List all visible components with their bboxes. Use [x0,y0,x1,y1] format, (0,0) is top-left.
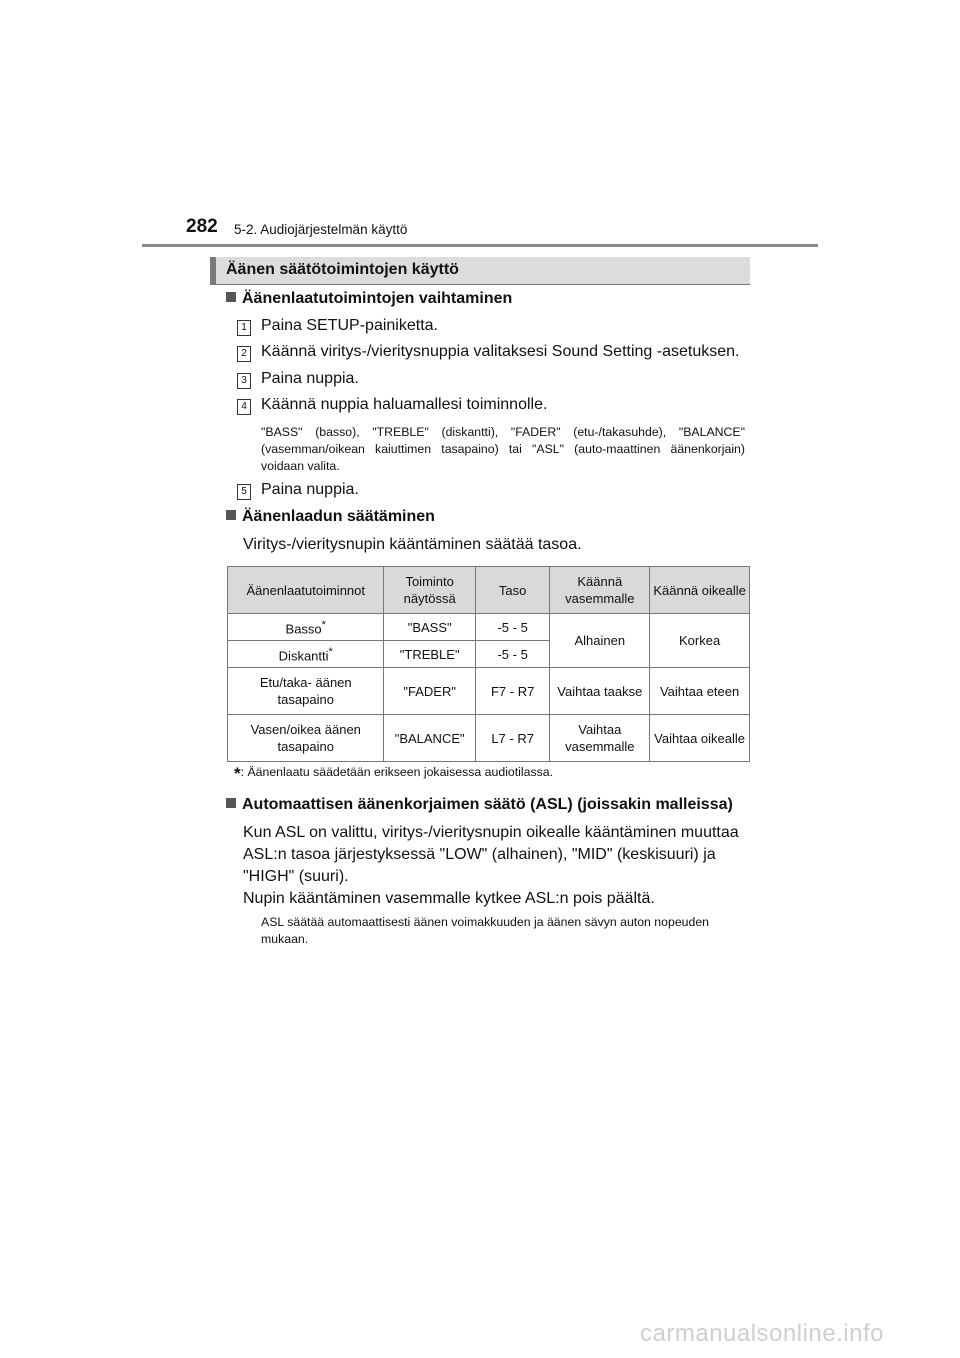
cell-display: "BASS" [384,614,475,641]
cell-level: -5 - 5 [475,614,550,641]
cell-level: -5 - 5 [475,641,550,668]
adjust-text: Viritys-/vieritysnupin kääntäminen säätää tasoa. [243,536,582,553]
asl-line: "HIGH" (suuri). [243,868,349,885]
header-display: Toiminto näytössä [384,567,475,614]
cell-display: "BALANCE" [384,715,475,762]
step-text-3: Paina nuppia. [261,370,359,387]
section-heading [210,257,750,285]
asl-line: Nupin kääntäminen vasemmalle kytkee ASL:n pois päältä. [243,890,655,907]
cell-level: L7 - R7 [475,715,550,762]
header-mode: Äänenlaatutoiminnot [228,567,384,614]
step-badge-3: 3 [237,373,251,389]
step-text-2: Käännä viritys-/vieritysnuppia valitaksesi Sound Setting -asetuksen. [261,343,740,360]
cell-display: "TREBLE" [384,641,475,668]
header-level: Taso [475,567,550,614]
header-turn-right: Käännä oikealle [650,567,750,614]
cell-turn-right: Vaihtaa oikealle [650,715,750,762]
cell-turn-right-shared: Korkea [650,614,750,668]
square-bullet-icon [226,292,236,302]
step-text-4: Käännä nuppia haluamallesi toiminnolle. [261,396,548,413]
footnote [234,764,553,784]
header-rule [142,244,818,247]
step-badge-1: 1 [237,320,251,336]
cell-turn-right: Vaihtaa eteen [650,668,750,715]
square-bullet-icon [226,510,236,520]
subhead-asl-text: Automaattisen äänenkorjaimen säätö (ASL) (joissakin malleissa) [242,796,733,813]
sound-settings-table [227,566,750,762]
asl-line: ASL:n tasoa järjestyksessä "LOW" (alhainen), "MID" (keskisuuri) ja [243,846,716,863]
page-number: 282 [186,216,218,237]
cell-mode: Vasen/oikea äänen tasapaino [228,715,384,762]
step-badge-4: 4 [237,399,251,415]
step-text-1: Paina SETUP-painiketta. [261,317,438,334]
section-heading-text: Äänen säätötoimintojen käyttö [226,261,459,278]
asl-note: ASL säätää automaattisesti äänen voimakkuuden ja äänen sävyn auton nopeuden mukaan. [261,915,710,946]
subhead-asl [226,796,733,814]
cell-display: "FADER" [384,668,475,715]
table-row [228,715,750,762]
cell-turn-left: Vaihtaa vasemmalle [550,715,650,762]
mode-note: "BASS" (basso), "TREBLE" (diskantti), "FADER" (etu-/takasuhde), "BALANCE" (vasemman/oikean kaiuttimen tasapaino) tai "ASL" (auto-maattinen äänenkorjain) voidaan valita. [261,425,745,473]
table-header-row [228,567,750,614]
cell-level: F7 - R7 [475,668,550,715]
step-badge-2: 2 [237,346,251,362]
footnote-asterisk: * [234,764,241,783]
cell-turn-left-shared: Alhainen [550,614,650,668]
square-bullet-icon [226,798,236,808]
header-turn-left: Käännä vasemmalle [550,567,650,614]
cell-mode: Etu/taka- äänen tasapaino [228,668,384,715]
table-row [228,614,750,641]
subhead-adjust [226,508,435,526]
chapter-title: 5-2. Audiojärjestelmän käyttö [234,222,408,237]
cell-mode: Basso* [228,614,384,641]
asl-body [243,822,747,910]
step-text-5: Paina nuppia. [261,481,359,498]
footnote-mark: * [321,618,326,631]
watermark: carmanualsonline.info [640,1320,884,1347]
asl-line: Kun ASL on valittu, viritys-/vieritysnupin oikealle kääntäminen muuttaa [243,824,739,841]
step-badge-5: 5 [237,484,251,500]
subhead-adjust-text: Äänenlaadun säätäminen [242,508,435,525]
table-row [228,668,750,715]
cell-turn-left: Vaihtaa taakse [550,668,650,715]
subhead-mode-change-text: Äänenlaatutoimintojen vaihtaminen [242,290,513,307]
footnote-mark: * [328,645,333,658]
cell-mode: Diskantti* [228,641,384,668]
subhead-mode-change [226,290,512,308]
footnote-text: : Äänenlaatu säädetään erikseen jokaisessa audiotilassa. [240,765,554,779]
